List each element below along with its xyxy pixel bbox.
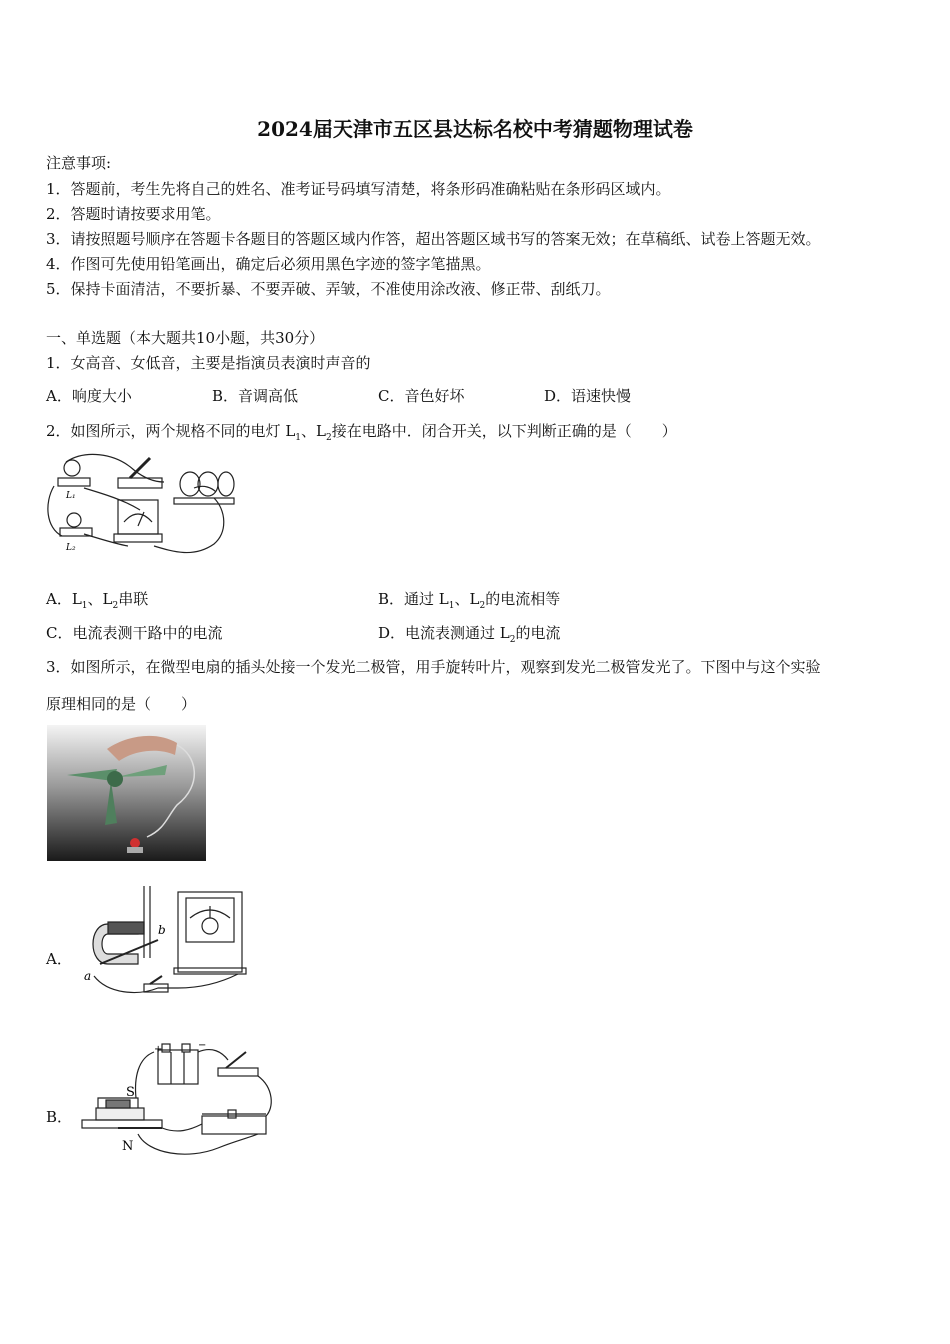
question-1-stem: 1．女高音、女低音，主要是指演员表演时声音的	[46, 354, 371, 372]
q1-option-c: C．音色好坏	[378, 387, 465, 405]
notice-item: 1．答题前，考生先将自己的姓名、准考证号码填写清楚，将条形码准确粘贴在条形码区域内。	[46, 180, 671, 198]
notice-heading: 注意事项:	[46, 154, 112, 172]
question-3-stem-line1: 3．如图所示，在微型电扇的插头处接一个发光二极管，用手旋转叶片，观察到发光二极管发光了。下图中与这个实验	[46, 658, 821, 676]
section-heading: 一、单选题（本大题共10小题，共30分）	[46, 329, 325, 347]
notice-item: 5．保持卡面清洁，不要折暴、不要弄破、弄皱，不准使用涂改液、修正带、刮纸刀。	[46, 280, 611, 298]
fan-photo	[47, 725, 206, 861]
battery-plus: +	[154, 1044, 163, 1055]
pole-n: N	[122, 1139, 134, 1154]
q3-option-a-label: A．	[46, 950, 72, 968]
q2-option-c: C．电流表测干路中的电流	[46, 624, 223, 642]
label-a: a	[84, 969, 92, 983]
notice-item: 4．作图可先使用铅笔画出，确定后必须用黑色字迹的签字笔描黑。	[46, 255, 491, 273]
question-2-stem: 2．如图所示，两个规格不同的电灯 $L_1$、$L_2$接在电路中．闭合开关，以下判断正确的是（ ）	[46, 422, 677, 443]
q2-option-b: B．通过 $L_1$、$L_2$的电流相等	[378, 590, 561, 611]
l2-label: L₂	[66, 543, 76, 553]
q1-option-d: D．语速快慢	[544, 387, 632, 405]
pole-s: S	[126, 1085, 135, 1100]
q1-option-a: A．响度大小	[46, 387, 132, 405]
q3-option-b-figure	[78, 1038, 278, 1170]
label-b: b	[158, 923, 166, 937]
q2-circuit-figure	[44, 448, 236, 560]
q3-option-a-figure	[78, 884, 248, 1004]
q2-option-a: A．$L_1$、$L_2$串联	[46, 590, 149, 611]
q1-option-b: B．音调高低	[212, 387, 299, 405]
battery-minus: −	[198, 1040, 207, 1051]
notice-item: 3．请按照题号顺序在答题卡各题目的答题区域内作答，超出答题区域书写的答案无效；在草稿纸、试卷上答题无效。	[46, 230, 821, 248]
l1-label: L₁	[66, 491, 76, 501]
page-title: 2024届天津市五区县达标名校中考猜题物理试卷	[257, 117, 693, 141]
question-3-stem-line2: 原理相同的是（ ）	[46, 695, 197, 713]
q3-option-b-label: B．	[46, 1108, 73, 1126]
notice-item: 2．答题时请按要求用笔。	[46, 205, 221, 223]
q2-option-d: D．电流表测通过 $L_2$的电流	[378, 624, 561, 645]
